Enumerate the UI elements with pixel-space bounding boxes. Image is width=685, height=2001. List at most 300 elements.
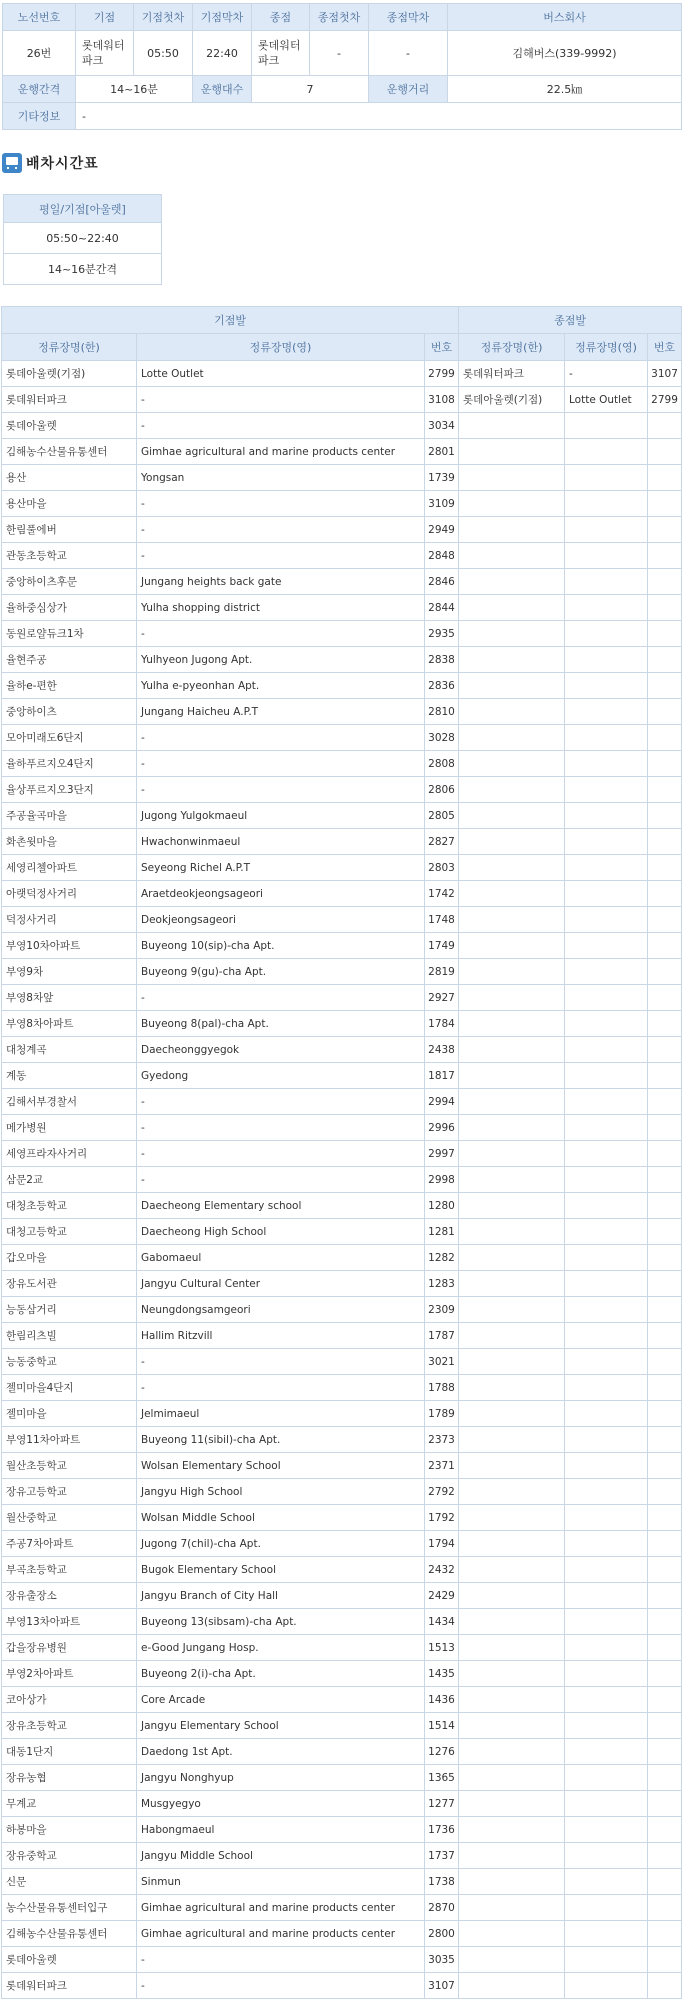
terminal-stop-name-ko xyxy=(459,1973,565,1999)
terminal-stop-name-ko xyxy=(459,881,565,907)
weekday-time-range: 05:50~22:40 xyxy=(4,223,162,254)
origin-stop-number: 2819 xyxy=(425,959,459,985)
terminal-stop-name-ko xyxy=(459,1895,565,1921)
terminal-stop-number xyxy=(648,933,682,959)
origin-stop-name-en: - xyxy=(137,517,425,543)
terminal-stop-name-ko: 롯데워터파크 xyxy=(459,361,565,387)
terminal-stop-name-ko xyxy=(459,1401,565,1427)
origin-stop-number: 2438 xyxy=(425,1037,459,1063)
table-row xyxy=(2,1895,682,1921)
table-row xyxy=(2,1817,682,1843)
terminal-stop-name-ko xyxy=(459,725,565,751)
origin-stop-number: 1784 xyxy=(425,1011,459,1037)
origin-stop-name-ko: 부곡초등학교 xyxy=(2,1557,137,1583)
origin-stop-name-ko: 계동 xyxy=(2,1063,137,1089)
origin-stop-number: 1514 xyxy=(425,1713,459,1739)
terminal-stop-name-ko xyxy=(459,1427,565,1453)
terminal-stop-number xyxy=(648,1427,682,1453)
terminal-stop-name-en xyxy=(565,725,648,751)
table-row xyxy=(2,1635,682,1661)
terminal-stop-number xyxy=(648,413,682,439)
table-row xyxy=(2,803,682,829)
origin-stop-name-en: Jugong Yulgokmaeul xyxy=(137,803,425,829)
terminal-stop-name-en xyxy=(565,1687,648,1713)
terminal-stop-number xyxy=(648,491,682,517)
origin-stop-number: 2429 xyxy=(425,1583,459,1609)
table-row xyxy=(2,491,682,517)
origin-stop-number: 2799 xyxy=(425,361,459,387)
route-info-etc-row xyxy=(3,103,682,130)
terminal-stop-number: 2799 xyxy=(648,387,682,413)
origin-stop-name-en: Gyedong xyxy=(137,1063,425,1089)
origin-stop-name-en: - xyxy=(137,1115,425,1141)
origin-stop-name-ko: 삼문2교 xyxy=(2,1167,137,1193)
table-row xyxy=(2,1479,682,1505)
origin-stop-name-en: Jangyu Cultural Center xyxy=(137,1271,425,1297)
origin-last-bus: 22:40 xyxy=(193,31,252,76)
terminal-stop-name-ko xyxy=(459,1713,565,1739)
origin-stop-number: 2808 xyxy=(425,751,459,777)
origin-stop-name-en: Jangyu Nonghyup xyxy=(137,1765,425,1791)
table-row xyxy=(2,543,682,569)
terminal-stop-name-en xyxy=(565,1479,648,1505)
origin-stop-name-en: - xyxy=(137,1973,425,1999)
bus-company: 김해버스(339-9992) xyxy=(448,31,682,76)
origin-stop-number: 1281 xyxy=(425,1219,459,1245)
terminal-stop-number xyxy=(648,803,682,829)
terminal-stop-name-en xyxy=(565,1427,648,1453)
table-row xyxy=(2,1843,682,1869)
origin-stop-name-en: Araetdeokjeongsageori xyxy=(137,881,425,907)
terminal-stop-name-ko xyxy=(459,1167,565,1193)
origin-stop-number: 1748 xyxy=(425,907,459,933)
origin-stop-number: 2432 xyxy=(425,1557,459,1583)
interval-value: 14~16분 xyxy=(76,76,193,103)
terminal-stop-number xyxy=(648,725,682,751)
origin-stop-number: 1513 xyxy=(425,1635,459,1661)
terminal-stop-name-ko xyxy=(459,621,565,647)
origin-stop-name-en: Hallim Ritzvill xyxy=(137,1323,425,1349)
origin-stop-name-ko: 롯데아울렛 xyxy=(2,413,137,439)
table-row xyxy=(2,777,682,803)
origin-stop-name-ko: 코아상가 xyxy=(2,1687,137,1713)
terminal-stop-name-ko xyxy=(459,1791,565,1817)
terminal-stop-name-ko xyxy=(459,1947,565,1973)
terminal-stop-name-en xyxy=(565,1791,648,1817)
terminal-stop-name-en xyxy=(565,595,648,621)
route-number: 26번 xyxy=(3,31,76,76)
origin-stop-number: 2838 xyxy=(425,647,459,673)
table-row xyxy=(2,1349,682,1375)
col-terminal-name-ko: 정류장명(한) xyxy=(459,334,565,361)
origin-stop-number: 3035 xyxy=(425,1947,459,1973)
origin-stop-name-en: Yulha e-pyeonhan Apt. xyxy=(137,673,425,699)
terminal-stop-name-en xyxy=(565,1323,648,1349)
terminal-stop-name-en xyxy=(565,1193,648,1219)
terminal-stop-name-ko xyxy=(459,1141,565,1167)
origin-stop-name-en: - xyxy=(137,1349,425,1375)
origin-stop-number: 1788 xyxy=(425,1375,459,1401)
distance-label: 운행거리 xyxy=(369,76,448,103)
header-bus-company: 버스회사 xyxy=(448,4,682,31)
terminal-stop-name-ko xyxy=(459,647,565,673)
origin-stop-name-en: e-Good Jungang Hosp. xyxy=(137,1635,425,1661)
terminal-stop-number xyxy=(648,1557,682,1583)
table-row xyxy=(2,1089,682,1115)
table-row xyxy=(2,1687,682,1713)
origin-stop-name-en: - xyxy=(137,1141,425,1167)
origin-stop-name-en: Buyeong 9(gu)-cha Apt. xyxy=(137,959,425,985)
terminal-stop-name-en xyxy=(565,959,648,985)
origin-stop-name-ko: 율하중심상가 xyxy=(2,595,137,621)
origin-stop-number: 1792 xyxy=(425,1505,459,1531)
terminal-stop-name-ko xyxy=(459,1297,565,1323)
origin-stop-name-ko: 장유농협 xyxy=(2,1765,137,1791)
table-row xyxy=(2,1193,682,1219)
table-row xyxy=(2,387,682,413)
origin-stop-number: 2800 xyxy=(425,1921,459,1947)
origin-stop-name-ko: 율하e-편한 xyxy=(2,673,137,699)
table-row xyxy=(2,985,682,1011)
terminal-stop-name-en xyxy=(565,907,648,933)
origin-stop-number: 1737 xyxy=(425,1843,459,1869)
origin-stop-name-ko: 젤미마을 xyxy=(2,1401,137,1427)
origin-stop-name-en: - xyxy=(137,413,425,439)
table-row xyxy=(2,465,682,491)
table-row xyxy=(2,1219,682,1245)
route-info-operation-row xyxy=(3,76,682,103)
terminal-stop-name-ko xyxy=(459,829,565,855)
origin-stop-number: 2927 xyxy=(425,985,459,1011)
terminal-stop-number xyxy=(648,1349,682,1375)
table-row xyxy=(2,1791,682,1817)
origin-stop-number: 2998 xyxy=(425,1167,459,1193)
terminal-stop-name-ko xyxy=(459,777,565,803)
origin-stop-name-en: Buyeong 13(sibsam)-cha Apt. xyxy=(137,1609,425,1635)
terminal-stop-name-en xyxy=(565,1713,648,1739)
terminal-stop-name-ko xyxy=(459,1089,565,1115)
interval-label: 운행간격 xyxy=(3,76,76,103)
terminal-stop-number xyxy=(648,751,682,777)
terminal-stop-number xyxy=(648,1843,682,1869)
table-row xyxy=(2,1141,682,1167)
origin-stop-name-ko: 대청계곡 xyxy=(2,1037,137,1063)
origin-stop-number: 1276 xyxy=(425,1739,459,1765)
origin-first-bus: 05:50 xyxy=(134,31,193,76)
route-info-header-row xyxy=(3,4,682,31)
origin-stop-name-ko: 능동중학교 xyxy=(2,1349,137,1375)
terminal-stop-name-ko xyxy=(459,1505,565,1531)
origin-stop-name-ko: 부영9차 xyxy=(2,959,137,985)
terminal-stop-name-en xyxy=(565,439,648,465)
origin-stop-name-en: Gimhae agricultural and marine products center xyxy=(137,1921,425,1947)
table-row xyxy=(2,1739,682,1765)
header-terminal-first: 종점첫차 xyxy=(310,4,369,31)
terminal-stop-name-ko xyxy=(459,1063,565,1089)
terminal-stop-name-en xyxy=(565,1089,648,1115)
terminal-stop-name-en xyxy=(565,777,648,803)
terminal-stop-name-ko xyxy=(459,803,565,829)
terminal-stop-number xyxy=(648,595,682,621)
terminal-stop-number xyxy=(648,855,682,881)
terminal-stop-name-en xyxy=(565,1609,648,1635)
terminal-stop-number xyxy=(648,1063,682,1089)
origin-stop-number: 1282 xyxy=(425,1245,459,1271)
table-row xyxy=(2,1505,682,1531)
terminal-stop-number xyxy=(648,465,682,491)
terminal-stop-name-ko xyxy=(459,1921,565,1947)
origin-stop-number: 1283 xyxy=(425,1271,459,1297)
terminal-first-bus: - xyxy=(310,31,369,76)
origin-stop-name-ko: 신문 xyxy=(2,1869,137,1895)
terminal-stop-name-en: - xyxy=(565,361,648,387)
table-row xyxy=(2,1037,682,1063)
terminal-stop-number xyxy=(648,1245,682,1271)
terminal-stop-name-en xyxy=(565,465,648,491)
origin-stop-name-en: Jungang heights back gate xyxy=(137,569,425,595)
origin-stop-number: 1738 xyxy=(425,1869,459,1895)
terminal-stop-name-en xyxy=(565,647,648,673)
terminal-stop-number xyxy=(648,673,682,699)
terminal-stop-name-ko xyxy=(459,1193,565,1219)
origin-stop-name-ko: 롯데아울렛(기점) xyxy=(2,361,137,387)
origin-stop-name-ko: 부영2차아파트 xyxy=(2,1661,137,1687)
origin-stop-number: 1742 xyxy=(425,881,459,907)
terminal-stop-name-en xyxy=(565,1921,648,1947)
origin-stop-name-en: Gabomaeul xyxy=(137,1245,425,1271)
terminal-stop-number xyxy=(648,1817,682,1843)
distance-value: 22.5㎞ xyxy=(448,76,682,103)
origin-stop-name-ko: 용산마을 xyxy=(2,491,137,517)
origin-stop-name-en: - xyxy=(137,985,425,1011)
terminal-stop-name-ko xyxy=(459,933,565,959)
terminal-stop-number xyxy=(648,1635,682,1661)
terminal-stop-name-ko xyxy=(459,1557,565,1583)
origin-stop-name-en: Daecheong High School xyxy=(137,1219,425,1245)
origin-stop-name-ko: 김해농수산물유통센터 xyxy=(2,1921,137,1947)
col-origin-name-ko: 정류장명(한) xyxy=(2,334,137,361)
col-terminal-number: 번호 xyxy=(648,334,682,361)
origin-stop-name-en: Jangyu Elementary School xyxy=(137,1713,425,1739)
terminal-stop-name-en xyxy=(565,1817,648,1843)
origin-stop-number: 2810 xyxy=(425,699,459,725)
origin-stop-number: 1435 xyxy=(425,1661,459,1687)
origin-stop-name-ko: 갑오마을 xyxy=(2,1245,137,1271)
terminal-stop-name-en xyxy=(565,933,648,959)
terminal-stop-number xyxy=(648,985,682,1011)
origin-stop-name-en: Buyeong 8(pal)-cha Apt. xyxy=(137,1011,425,1037)
terminal-stop-name-ko xyxy=(459,1635,565,1661)
table-row xyxy=(2,881,682,907)
origin-stop-name-en: - xyxy=(137,543,425,569)
terminal-stop-name-ko xyxy=(459,1843,565,1869)
header-terminal-last: 종점막차 xyxy=(369,4,448,31)
table-row xyxy=(2,751,682,777)
terminal-stop-number xyxy=(648,1869,682,1895)
table-row xyxy=(2,1011,682,1037)
terminal-stop-number xyxy=(648,647,682,673)
origin-stop-name-ko: 율현주공 xyxy=(2,647,137,673)
origin-stop-name-ko: 월산중학교 xyxy=(2,1505,137,1531)
terminal-name: 롯데워터파크 xyxy=(252,31,310,76)
terminal-stop-name-ko xyxy=(459,1531,565,1557)
origin-stop-name-ko: 주공7차아파트 xyxy=(2,1531,137,1557)
terminal-stop-number xyxy=(648,1141,682,1167)
origin-stop-name-en: Wolsan Elementary School xyxy=(137,1453,425,1479)
origin-stop-name-en: Core Arcade xyxy=(137,1687,425,1713)
origin-stop-name-ko: 모아미래도6단지 xyxy=(2,725,137,751)
origin-stop-name-en: - xyxy=(137,751,425,777)
terminal-stop-name-en xyxy=(565,1219,648,1245)
table-row xyxy=(2,569,682,595)
terminal-stop-number xyxy=(648,1687,682,1713)
origin-stop-name-ko: 율상푸르지오3단지 xyxy=(2,777,137,803)
timetable xyxy=(1,306,682,1999)
terminal-stop-name-en xyxy=(565,855,648,881)
origin-stop-name-en: Lotte Outlet xyxy=(137,361,425,387)
table-row xyxy=(2,1115,682,1141)
table-row xyxy=(2,1765,682,1791)
origin-stop-name-en: Jangyu Middle School xyxy=(137,1843,425,1869)
terminal-stop-number xyxy=(648,621,682,647)
terminal-stop-name-en xyxy=(565,1739,648,1765)
origin-stop-name-en: Daedong 1st Apt. xyxy=(137,1739,425,1765)
origin-stop-name-en: Daecheonggyegok xyxy=(137,1037,425,1063)
table-row xyxy=(2,829,682,855)
terminal-stop-name-ko xyxy=(459,1349,565,1375)
origin-stop-number: 2997 xyxy=(425,1141,459,1167)
origin-stop-name-en: - xyxy=(137,725,425,751)
terminal-stop-number xyxy=(648,1661,682,1687)
origin-stop-name-ko: 덕정사거리 xyxy=(2,907,137,933)
table-row xyxy=(2,621,682,647)
terminal-stop-name-en xyxy=(565,413,648,439)
terminal-stop-name-en: Lotte Outlet xyxy=(565,387,648,413)
terminal-stop-number xyxy=(648,1089,682,1115)
origin-stop-name-ko: 장유도서관 xyxy=(2,1271,137,1297)
origin-stop-name-ko: 세영리첼아파트 xyxy=(2,855,137,881)
terminal-stop-number xyxy=(648,1583,682,1609)
timetable-body xyxy=(2,361,682,1999)
terminal-stop-number xyxy=(648,1973,682,1999)
table-row xyxy=(2,1297,682,1323)
origin-stop-name-ko: 대동1단지 xyxy=(2,1739,137,1765)
origin-stop-number: 2994 xyxy=(425,1089,459,1115)
terminal-stop-number xyxy=(648,1271,682,1297)
terminal-stop-name-en xyxy=(565,1375,648,1401)
origin-stop-name-en: Musgyegyo xyxy=(137,1791,425,1817)
origin-stop-name-ko: 김해서부경찰서 xyxy=(2,1089,137,1115)
origin-stop-name-en: Jungang Haicheu A.P.T xyxy=(137,699,425,725)
origin-stop-name-en: Jangyu High School xyxy=(137,1479,425,1505)
terminal-stop-name-ko xyxy=(459,1245,565,1271)
origin-stop-name-en: - xyxy=(137,1167,425,1193)
terminal-stop-name-ko xyxy=(459,1453,565,1479)
origin-stop-name-ko: 부영10차아파트 xyxy=(2,933,137,959)
terminal-stop-name-ko xyxy=(459,595,565,621)
count-label: 운행대수 xyxy=(193,76,252,103)
table-row xyxy=(2,1973,682,1999)
terminal-stop-number: 3107 xyxy=(648,361,682,387)
origin-stop-number: 3034 xyxy=(425,413,459,439)
terminal-stop-number xyxy=(648,1193,682,1219)
table-row xyxy=(2,1453,682,1479)
table-row xyxy=(2,673,682,699)
terminal-departure-header: 종점발 xyxy=(459,307,682,334)
terminal-stop-name-en xyxy=(565,543,648,569)
terminal-stop-name-ko xyxy=(459,491,565,517)
table-row xyxy=(2,647,682,673)
origin-stop-number: 2846 xyxy=(425,569,459,595)
terminal-stop-number xyxy=(648,569,682,595)
terminal-stop-name-ko xyxy=(459,1219,565,1245)
origin-stop-number: 1736 xyxy=(425,1817,459,1843)
table-row xyxy=(2,1167,682,1193)
terminal-stop-name-en xyxy=(565,1141,648,1167)
terminal-stop-name-en xyxy=(565,1167,648,1193)
col-terminal-name-en: 정류장명(영) xyxy=(565,334,648,361)
origin-stop-name-ko: 장유초등학교 xyxy=(2,1713,137,1739)
terminal-stop-number xyxy=(648,1479,682,1505)
table-row xyxy=(2,1947,682,1973)
origin-stop-number: 2848 xyxy=(425,543,459,569)
origin-stop-number: 2373 xyxy=(425,1427,459,1453)
terminal-stop-name-ko xyxy=(459,985,565,1011)
terminal-stop-name-ko xyxy=(459,1739,565,1765)
terminal-stop-number xyxy=(648,829,682,855)
terminal-stop-name-ko xyxy=(459,1375,565,1401)
terminal-stop-name-en xyxy=(565,985,648,1011)
terminal-stop-number xyxy=(648,1011,682,1037)
origin-stop-name-ko: 한림풀에버 xyxy=(2,517,137,543)
origin-stop-number: 2309 xyxy=(425,1297,459,1323)
origin-stop-number: 2935 xyxy=(425,621,459,647)
origin-stop-name-en: - xyxy=(137,1947,425,1973)
table-row xyxy=(2,1063,682,1089)
timetable-column-header-row xyxy=(2,334,682,361)
terminal-stop-name-en xyxy=(565,1115,648,1141)
terminal-stop-name-en xyxy=(565,1011,648,1037)
terminal-stop-name-en xyxy=(565,1635,648,1661)
terminal-stop-number xyxy=(648,907,682,933)
origin-stop-name-ko: 능동삼거리 xyxy=(2,1297,137,1323)
terminal-stop-name-en xyxy=(565,1401,648,1427)
origin-stop-number: 3108 xyxy=(425,387,459,413)
origin-stop-number: 3109 xyxy=(425,491,459,517)
table-row xyxy=(2,1245,682,1271)
terminal-stop-name-ko xyxy=(459,1115,565,1141)
table-row xyxy=(2,1583,682,1609)
table-row xyxy=(2,1869,682,1895)
terminal-stop-name-ko xyxy=(459,569,565,595)
terminal-stop-name-ko xyxy=(459,855,565,881)
terminal-stop-number xyxy=(648,1037,682,1063)
weekday-schedule-box xyxy=(3,194,162,285)
terminal-stop-number xyxy=(648,1323,682,1349)
origin-stop-number: 2371 xyxy=(425,1453,459,1479)
origin-stop-name-ko: 김해농수산물유통센터 xyxy=(2,439,137,465)
terminal-stop-name-en xyxy=(565,1349,648,1375)
origin-stop-number: 1787 xyxy=(425,1323,459,1349)
terminal-stop-number xyxy=(648,439,682,465)
origin-stop-name-ko: 동원로얄듀크1차 xyxy=(2,621,137,647)
terminal-stop-name-ko xyxy=(459,699,565,725)
terminal-stop-number xyxy=(648,1375,682,1401)
terminal-stop-name-ko xyxy=(459,1687,565,1713)
terminal-stop-name-en xyxy=(565,491,648,517)
terminal-stop-number xyxy=(648,1167,682,1193)
table-row xyxy=(2,1401,682,1427)
